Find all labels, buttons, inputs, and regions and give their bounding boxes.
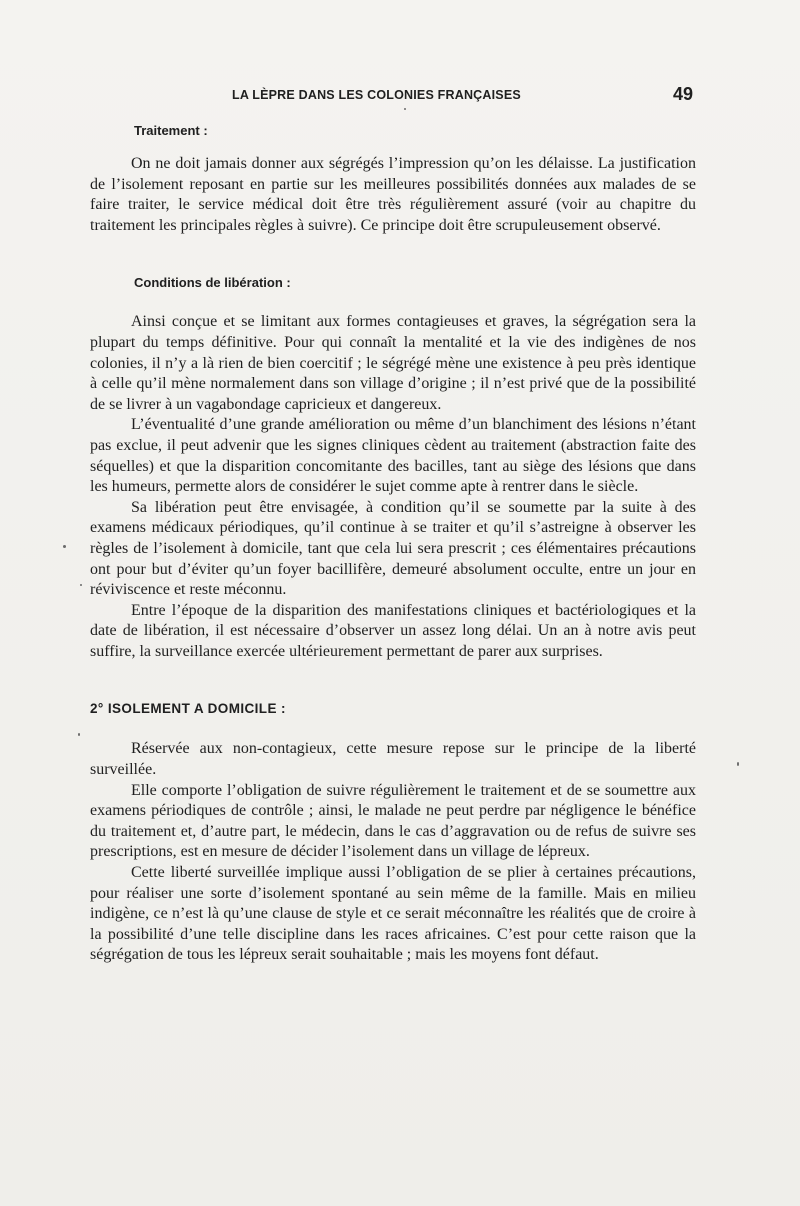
section-heading-traitement: Traitement :: [134, 123, 208, 138]
paragraph: Elle comporte l’obligation de suivre régulièrement le traitement et de se soumettre aux examens périodiques de contrôle ; ainsi, le malade ne peut perdre par négligence le bénéfice du traitement et, d’autre part, le médecin, dans le cas d’aggravation ou de refus de suivre ses prescriptions, est en mesure de décider l’isolement dans un village de lépreux.: [90, 781, 696, 861]
page-number: 49: [673, 84, 694, 104]
scan-speck: [404, 108, 406, 110]
paragraph: Entre l’époque de la disparition des manifestations cliniques et bactériologiques et la date de libération, il est nécessaire d’observer un assez long délai. Un an à notre avis peut suffire, la surveillance exercée ultérieurement permettant de parer aux surprises.: [90, 601, 696, 660]
scan-speck: [80, 584, 82, 586]
page-body: [90, 123, 696, 966]
paragraph: Cette liberté surveillée implique aussi l’obligation de se plier à certaines précautions, pour réaliser une sorte d’isolement spontané au sein même de la famille. Mais en milieu indigène, ce n’est là qu’une clause de style et ce serait méconnaître les réalités que de croire à la possibilité d’une telle discipline dans les races africaines. C’est pour cette raison que la ségrégation de tous les lépreux serait souhaitable ; mais les moyens font défaut.: [90, 864, 696, 964]
scan-speck: [63, 545, 66, 548]
scan-speck: [78, 733, 80, 736]
paragraph: Sa libération peut être envisagée, à condition qu’il se soumette par la suite à des examens médicaux périodiques, qu’il continue à se traiter et qu’il s’astreigne à observer les règles de l’isolement à domicile, tant que cela lui sera prescrit ; ces élémentaires précautions ont pour but d’éviter qu’un foyer bacillifère, demeuré absolument occulte, entre un jour en réviviscence et reste méconnu.: [90, 498, 696, 599]
paragraph: L’éventualité d’une grande amélioration ou même d’un blanchiment des lésions n’étant pas exclue, il peut advenir que les signes cliniques cèdent au traitement (abstraction faite des séquelles) et que la disparition concomitante des bacilles, tant au siège des lésions que dans les humeurs, permette alors de considérer le sujet comme apte à rentrer dans le siècle.: [90, 416, 696, 496]
section-heading-conditions: Conditions de libération :: [134, 275, 291, 291]
paragraph: Réservée aux non-contagieux, cette mesure repose sur le principe de la liberté surveillée.: [90, 740, 696, 779]
running-head: [0, 84, 800, 108]
paragraph: On ne doit jamais donner aux ségrégés l’impression qu’on les délaisse. La justification de l’isolement reposant en partie sur les meilleures possibilités données aux malades de se faire traiter, le service médical doit être très régulièrement assuré (voir au chapitre du traitement les principales règles à suivre). Ce principe doit être scrupuleusement observé.: [90, 155, 696, 234]
section-isolement-a-domicile: [90, 701, 696, 966]
scan-speck: [737, 762, 739, 766]
section-conditions-de-liberation: [90, 275, 696, 662]
section-traitement: [90, 123, 696, 236]
section-heading-isolement: 2° ISOLEMENT A DOMICILE :: [90, 701, 286, 717]
paragraph: Ainsi conçue et se limitant aux formes contagieuses et graves, la ségrégation sera la plupart du temps définitive. Pour qui connaît la mentalité et la vie des indigènes de nos colonies, il n’y a là rien de bien coercitif ; le ségrégé mène une existence à peu près identique à celle qu’il mène normalement dans son village d’origine ; il n’est privé que de la possibilité de se livrer à un vagabondage capricieux et dangereux.: [90, 313, 696, 413]
running-title: LA LÈPRE DANS LES COLONIES FRANÇAISES: [232, 88, 521, 102]
